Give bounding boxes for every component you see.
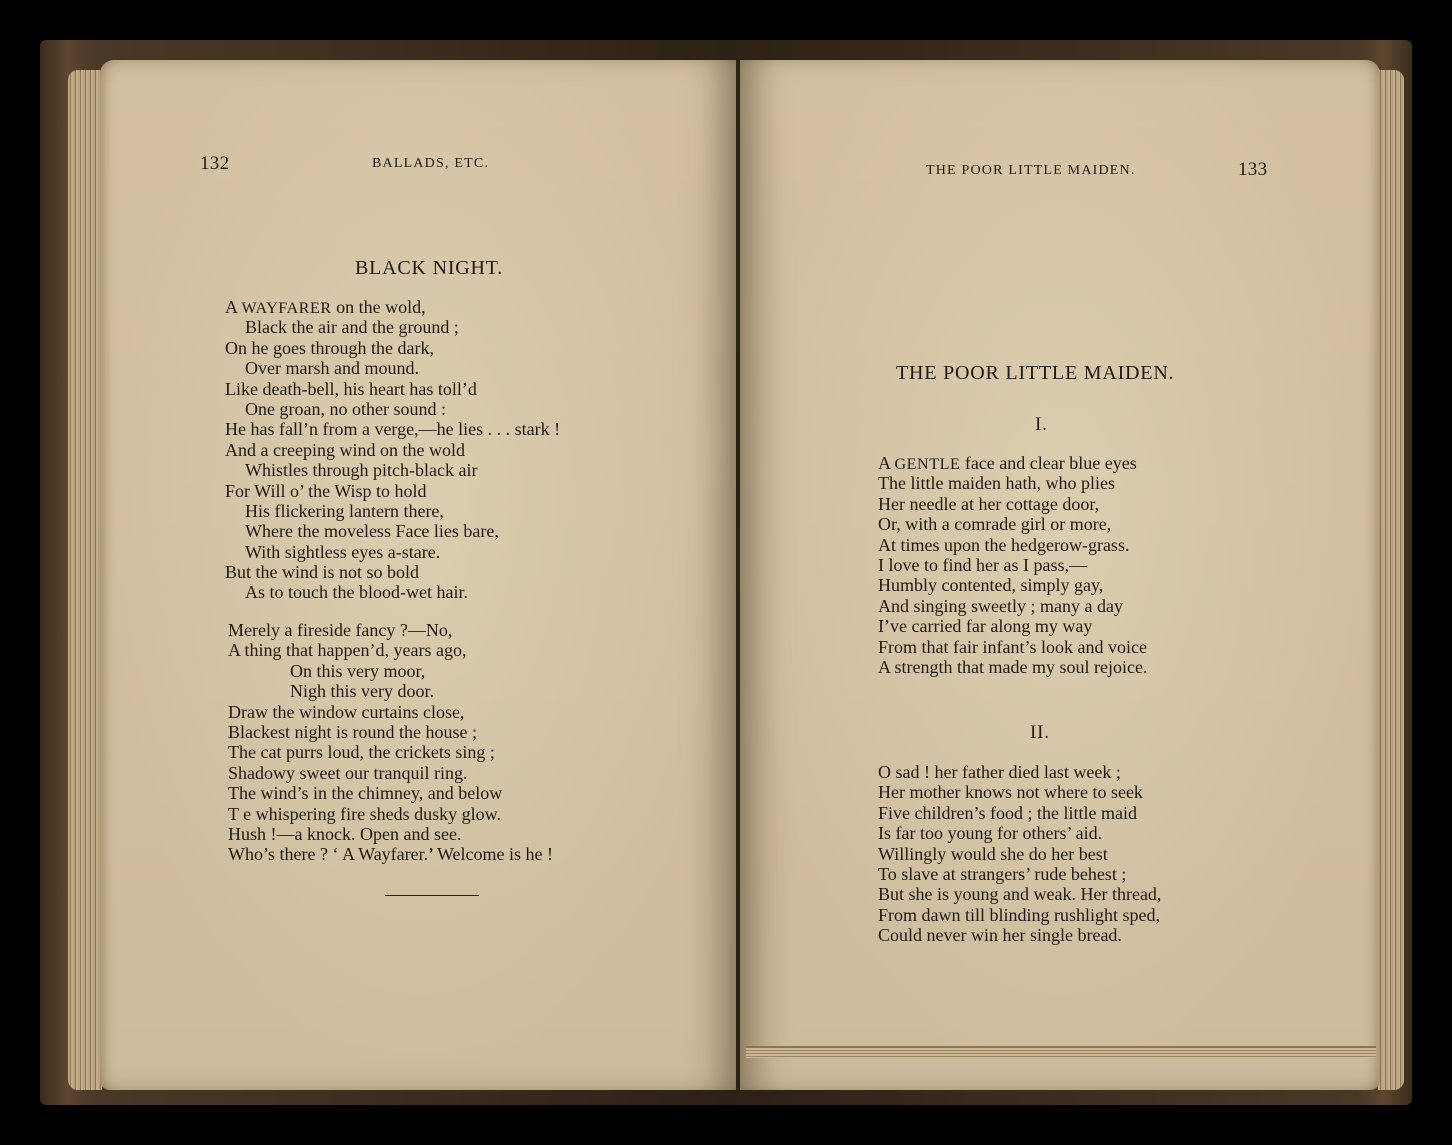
verse-line: Five children’s food ; the little maid xyxy=(878,802,1137,823)
verse-line: Like death-bell, his heart has toll’d xyxy=(225,378,477,399)
verse-line: Merely a fireside fancy ?—No, xyxy=(228,620,453,640)
verse-line: Whistles through pitch-black air xyxy=(245,460,478,481)
verse-line: One groan, no other sound : xyxy=(245,398,446,419)
verse-line: Or, with a comrade girl or more, xyxy=(878,514,1112,535)
stanza-1 xyxy=(225,297,560,603)
verse-line: Draw the window curtains close, xyxy=(228,701,465,722)
page-number-left: 132 xyxy=(200,153,230,174)
poem-title-poor-little-maiden: THE POOR LITTLE MAIDEN. xyxy=(896,362,1175,384)
section-numeral-1: I. xyxy=(1035,414,1048,435)
verse-line: A GENTLE face and clear blue eyes xyxy=(878,453,1137,473)
verse-line: Blackest night is round the house ; xyxy=(228,721,477,742)
verse-line: Her needle at her cottage door, xyxy=(878,493,1100,514)
verse-line: The little maiden hath, who plies xyxy=(878,473,1115,494)
section-1-verse xyxy=(878,453,1147,677)
verse-line: Over marsh and mound. xyxy=(245,358,419,379)
verse-line: I love to find her as I pass,— xyxy=(878,554,1087,575)
verse-line: Is far too young for others’ aid. xyxy=(878,823,1103,844)
verse-line: His flickering lantern there, xyxy=(245,500,444,521)
stanza-2 xyxy=(228,620,553,865)
verse-line: On he goes through the dark, xyxy=(225,337,434,358)
verse-line: O sad ! her father died last week ; xyxy=(878,762,1121,782)
verse-line: Humbly contented, simply gay, xyxy=(878,575,1104,596)
verse-line: And singing sweetly ; many a day xyxy=(878,595,1123,616)
verse-line: He has fall’n from a verge,—he lies . . . stark ! xyxy=(225,419,561,440)
verse-line: And a creeping wind on the wold xyxy=(225,439,465,460)
verse-line: To slave at strangers’ rude behest ; xyxy=(878,863,1127,884)
verse-line: Hush !—a knock. Open and see. xyxy=(228,823,462,844)
end-rule xyxy=(385,895,479,896)
verse-line: Shadowy sweet our tranquil ring. xyxy=(228,762,468,783)
verse-line: But she is young and weak. Her thread, xyxy=(878,884,1162,905)
page-edges-left xyxy=(68,70,102,1090)
verse-line: The cat purrs loud, the crickets sing ; xyxy=(228,742,495,763)
verse-line: On this very moor, xyxy=(290,660,426,681)
page-edges-right xyxy=(1378,70,1404,1090)
verse-line: Nigh this very door. xyxy=(290,681,434,702)
verse-line: Where the moveless Face lies bare, xyxy=(245,521,499,542)
verse-line: At times upon the hedgerow-grass. xyxy=(878,534,1130,555)
verse-line: Black the air and the ground ; xyxy=(245,317,459,338)
verse-line: A strength that made my soul rejoice. xyxy=(878,656,1148,677)
verse-line: From that fair infant’s look and voice xyxy=(878,636,1147,657)
section-numeral-2: II. xyxy=(1030,722,1050,743)
verse-line: But the wind is not so bold xyxy=(225,562,420,583)
poem-title-black-night: BLACK NIGHT. xyxy=(355,257,504,279)
page-edges-bottom xyxy=(746,1046,1376,1058)
verse-line: Her mother knows not where to seek xyxy=(878,782,1143,803)
verse-line: A WAYFARER on the wold, xyxy=(225,297,426,317)
verse-line: From dawn till blinding rushlight sped, xyxy=(878,904,1160,925)
running-head-left: BALLADS, ETC. xyxy=(372,156,490,171)
verse-line: T e whispering fire sheds dusky glow. xyxy=(228,803,501,824)
section-2-verse xyxy=(878,762,1161,946)
verse-line: With sightless eyes a-stare. xyxy=(245,541,441,562)
verse-line: As to touch the blood-wet hair. xyxy=(245,582,468,603)
verse-line: A thing that happen’d, years ago, xyxy=(228,640,467,661)
verse-line: Could never win her single bread. xyxy=(878,925,1122,946)
verse-line: For Will o’ the Wisp to hold xyxy=(225,480,427,501)
verse-line: Who’s there ? ‘ A Wayfarer.’ Welcome is he ! xyxy=(228,844,553,865)
running-head-right: THE POOR LITTLE MAIDEN. xyxy=(926,163,1136,178)
verse-line: The wind’s in the chimney, and below xyxy=(228,783,503,804)
verse-line: Willingly would she do her best xyxy=(878,843,1108,864)
page-number-right: 133 xyxy=(1238,159,1268,180)
verse-line: I’ve carried far along my way xyxy=(878,616,1093,637)
